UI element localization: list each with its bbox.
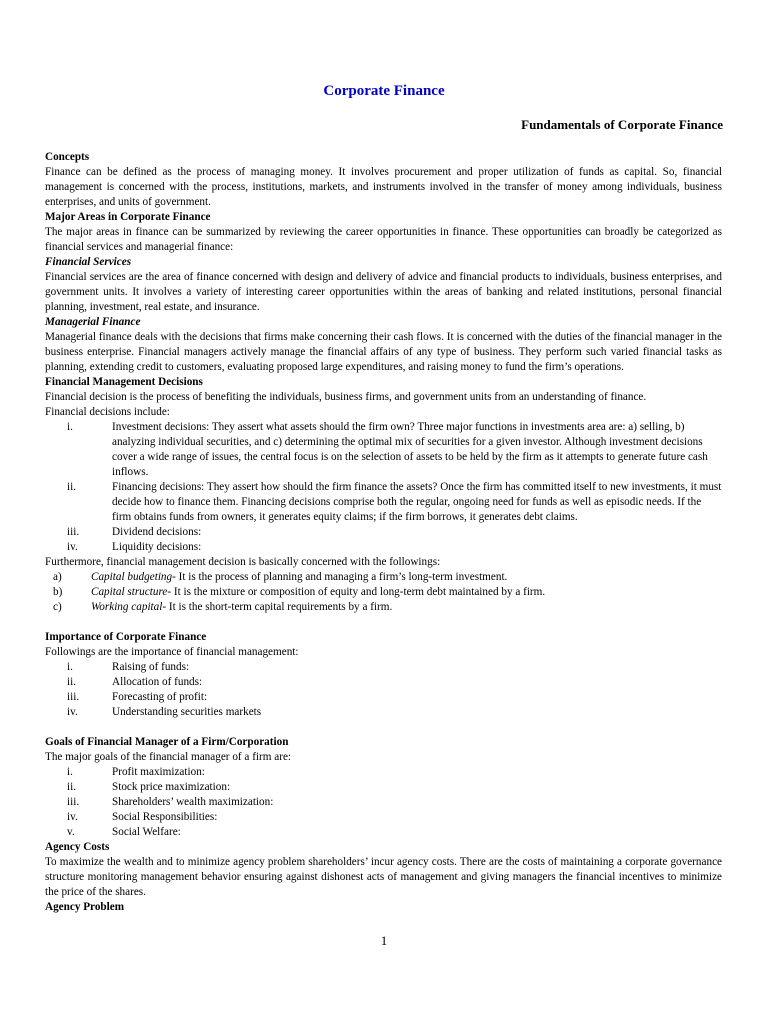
- list-item-text: Social Welfare:: [112, 826, 181, 838]
- list-item-number: i.: [67, 766, 73, 778]
- list-item-number: iii.: [67, 691, 80, 703]
- section-heading-importance: Importance of Corporate Finance: [45, 631, 207, 643]
- list-item: [45, 795, 722, 810]
- alpha-list-term: Capital budgeting: [91, 571, 173, 583]
- document-body: [45, 150, 722, 915]
- paragraph-goals: The major goals of the financial manager of a firm are:: [45, 751, 292, 763]
- section-heading-agency-costs: Agency Costs: [45, 841, 110, 853]
- list-item-number: ii.: [67, 781, 77, 793]
- list-item: [45, 420, 722, 480]
- subheading-managerial-finance: Managerial Finance: [45, 316, 141, 328]
- list-item-number: iii.: [67, 526, 80, 538]
- list-item: [45, 690, 722, 705]
- list-item-text: Shareholders’ wealth maximization:: [112, 796, 274, 808]
- list-item-text: Allocation of funds:: [112, 676, 203, 688]
- list-item: [45, 825, 722, 840]
- list-item-text: Understanding securities markets: [112, 706, 262, 718]
- list-item-text: Dividend decisions:: [112, 526, 202, 538]
- list-item-text: Raising of funds:: [112, 661, 190, 673]
- alpha-list-text: - It is the short-term capital requirements by a firm.: [162, 601, 393, 613]
- list-item: [45, 525, 722, 540]
- alpha-list-letter: a): [53, 571, 62, 583]
- list-item-number: i.: [67, 421, 73, 433]
- alpha-list-item: [45, 585, 722, 600]
- subheading-financial-services: Financial Services: [45, 256, 132, 268]
- list-item-text: Stock price maximization:: [112, 781, 231, 793]
- list-item-number: i.: [67, 661, 73, 673]
- section-heading-fm-decisions: Financial Management Decisions: [45, 376, 203, 388]
- alpha-list-letter: b): [53, 586, 63, 598]
- section-heading-goals: Goals of Financial Manager of a Firm/Corporation: [45, 736, 289, 748]
- alpha-list-item: [45, 570, 722, 585]
- section-heading-major-areas: Major Areas in Corporate Finance: [45, 211, 211, 223]
- list-item: [45, 810, 722, 825]
- list-item-number: v.: [67, 826, 75, 838]
- list-item-number: iv.: [67, 811, 78, 823]
- alpha-list-letter: c): [53, 601, 62, 613]
- paragraph-spacer: [45, 615, 722, 630]
- list-item-text: Forecasting of profit:: [112, 691, 208, 703]
- list-item: [45, 660, 722, 675]
- paragraph-managerial-finance: Managerial finance deals with the decisions that firms make concerning their cash flows. It is concerned with the duties of the financial manager in the business enterprise. Financial managers actively manage the financial affairs of any type of business. They perform such varied financial tasks as planning, extending credit to customers, evaluating proposed large expenditures, and raising money to fund the firm’s operations.: [45, 331, 722, 373]
- list-item: [45, 705, 722, 720]
- list-item: [45, 765, 722, 780]
- list-item: [45, 540, 722, 555]
- page-subtitle: Fundamentals of Corporate Finance: [521, 117, 723, 132]
- list-item-text: Financing decisions: They assert how should the firm finance the assets? Once the firm has committed itself to new investments, it must decide how to finance them. Financing decisions comprise both the regular, ongoing need for funds as well as episodic needs. If the firm obtains funds from owners, it generates equity claims; if the firm borrows, it generates debt claims.: [112, 481, 722, 523]
- list-item-text: Investment decisions: They assert what assets should the firm own? Three major functions in investments area are: a) selling, b) analyzing individual securities, and c) determining the optimal mix of securities for a given investor. Although investment decisions cover a wide range of issues, the central focus is on the selection of assets to be held by the firm as it attempts to generate future cash inflows.: [112, 421, 708, 478]
- alpha-list-item: [45, 600, 722, 615]
- alpha-list-text: - It is the mixture or composition of equity and long-term debt maintained by a firm.: [167, 586, 546, 598]
- list-item-text: Profit maximization:: [112, 766, 205, 778]
- list-item: [45, 780, 722, 795]
- alpha-list-term: Capital structure: [91, 586, 168, 598]
- paragraph-spacer: [45, 720, 722, 735]
- paragraph-fm-decisions-3: Furthermore, financial management decision is basically concerned with the followings:: [45, 556, 441, 568]
- list-item-text: Social Responsibilities:: [112, 811, 218, 823]
- list-item-number: ii.: [67, 676, 77, 688]
- list-item: [45, 675, 722, 690]
- list-item-number: iv.: [67, 706, 78, 718]
- paragraph-financial-services: Financial services are the area of finance concerned with design and delivery of advice and financial products to individuals, business enterprises, and government units. It involves a variety of interesting career opportunities within the areas of banking and related institutions, personal financial planning, investment, real estate, and insurance.: [45, 271, 722, 313]
- paragraph-fm-decisions-2: Financial decisions include:: [45, 406, 170, 418]
- list-item-text: Liquidity decisions:: [112, 541, 202, 553]
- section-heading-agency-problem: Agency Problem: [45, 901, 125, 913]
- list-item-number: ii.: [67, 481, 77, 493]
- page-title: Corporate Finance: [323, 83, 445, 99]
- page-number: 1: [380, 933, 388, 948]
- paragraph-agency-costs: To maximize the wealth and to minimize agency problem shareholders’ incur agency costs. There are the costs of maintaining a corporate governance structure monitoring management behavior ensuring against dishonest acts of management and giving managers the financial incentives to minimize the price of the shares.: [45, 856, 722, 898]
- list-item-number: iii.: [67, 796, 80, 808]
- paragraph-importance: Followings are the importance of financial management:: [45, 646, 299, 658]
- alpha-list-text: - It is the process of planning and managing a firm’s long-term investment.: [172, 571, 508, 583]
- paragraph-concepts: Finance can be defined as the process of managing money. It involves procurement and proper utilization of funds as capital. So, financial management is concerned with the process, institutions, markets, and instruments involved in the transfer of money among individuals, business enterprises, and units of government.: [45, 166, 722, 208]
- list-item: [45, 480, 722, 525]
- section-heading-concepts: Concepts: [45, 151, 90, 163]
- list-item-number: iv.: [67, 541, 78, 553]
- alpha-list-term: Working capital: [91, 601, 163, 613]
- paragraph-fm-decisions-1: Financial decision is the process of benefiting the individuals, business firms, and government units from an understanding of finance.: [45, 391, 647, 403]
- paragraph-major-areas: The major areas in finance can be summarized by reviewing the career opportunities in finance. These opportunities can broadly be categorized as financial services and managerial finance:: [45, 226, 722, 253]
